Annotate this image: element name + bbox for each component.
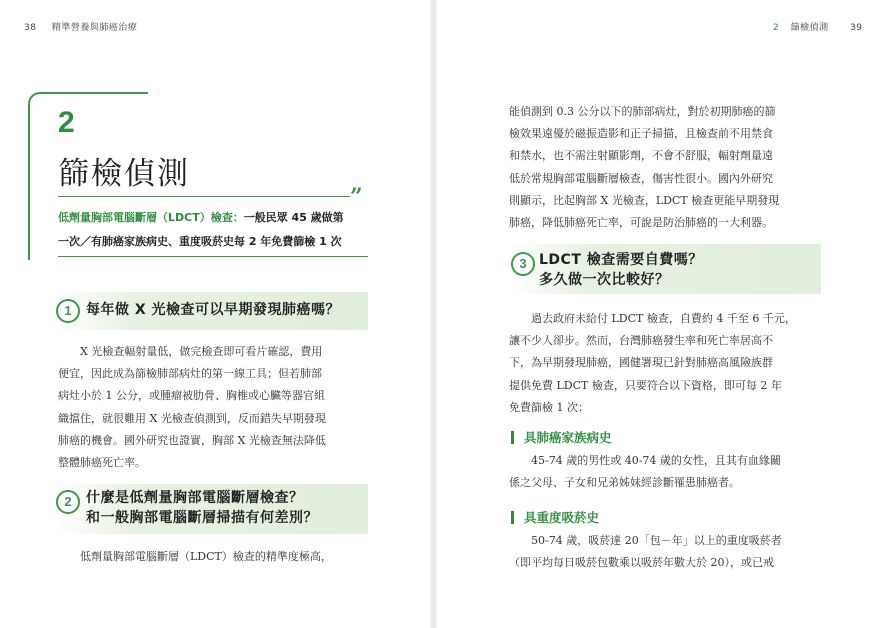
question-2-body <box>58 546 368 568</box>
intro-body <box>509 101 827 234</box>
chapter-label-number: 2 <box>773 23 780 33</box>
question-1-badge: 1 <box>56 299 80 323</box>
sub2-line: （即平均每日吸菸包數乘以吸菸年數大於 20），或已戒 <box>509 556 774 570</box>
sub1-body <box>509 450 827 494</box>
page-number-right: 39 <box>850 23 863 33</box>
right-header <box>773 20 862 33</box>
intro-line: 則顯示，比起胸部 X 光檢查，LDCT 檢查更能早期發現 <box>509 193 780 207</box>
sub2-line: 50-74 歲，吸菸達 20「包－年」以上的重度吸菸者 <box>531 534 782 547</box>
q3-line: 過去政府未給付 LDCT 檢查，自費約 4 千至 6 千元， <box>531 312 796 325</box>
intro-line: 檢效果遠優於磁振造影和正子掃描，且檢查前不用禁食 <box>509 127 773 141</box>
q1-line: 肺癌的機會。國外研究也證實，胸部 X 光檢查無法降低 <box>58 433 326 447</box>
chapter-title: 篩檢偵測 <box>58 156 190 192</box>
chapter-summary <box>58 206 368 254</box>
chapter-label: 篩檢偵測 <box>790 23 829 33</box>
summary-highlight: 低劑量胸部電腦斷層（LDCT）檢查： <box>58 211 244 224</box>
question-2-title-line2: 和一般胸部電腦斷層掃描有何差別？ <box>86 510 318 526</box>
question-1-title: 每年做 X 光檢查可以早期發現肺癌嗎？ <box>86 302 341 318</box>
subheading-family-history-text: 具肺癌家族病史 <box>524 430 612 445</box>
right-page <box>437 0 877 628</box>
subheading-smoking-history-text: 具重度吸菸史 <box>524 510 600 525</box>
question-1-body <box>58 341 368 474</box>
question-3-title-line1: LDCT 檢查需要自費嗎？ <box>539 252 703 268</box>
question-3-title-line2: 多久做一次比較好？ <box>539 272 670 288</box>
sub1-line: 係之父母、子女和兄弟姊妹經診斷罹患肺癌者。 <box>509 476 740 490</box>
intro-line: 低於常規胸部電腦斷層檢查，傷害性很小。國內外研究 <box>509 171 773 185</box>
subheading-bar <box>511 511 514 524</box>
left-page <box>0 0 430 628</box>
question-3-title <box>539 250 703 290</box>
chapter-frame-line <box>28 132 30 260</box>
question-3-badge: 3 <box>511 252 535 276</box>
question-3-body <box>509 308 827 419</box>
divider-top <box>58 196 350 197</box>
book-gutter <box>430 0 437 628</box>
q3-line: 免費篩檢 1 次： <box>509 400 589 414</box>
intro-line: 能偵測到 0.3 公分以下的肺部病灶，對於初期肺癌的篩 <box>509 105 776 118</box>
q1-line: X 光檢查輻射量低，做完檢查即可看片確認，費用 <box>80 345 323 358</box>
chapter-frame-corner <box>28 92 148 134</box>
question-2-title <box>86 488 318 528</box>
subheading-bar <box>511 431 514 444</box>
divider-bottom <box>58 256 368 257</box>
q1-line: 整體肺癌死亡率。 <box>58 456 146 470</box>
q3-line: 讓不少人卻步。然而，台灣肺癌發生率和死亡率居高不 <box>509 334 773 348</box>
q1-line: 便宜，因此成為篩檢肺部病灶的第一線工具；但若肺部 <box>58 367 322 381</box>
question-2-badge: 2 <box>56 490 80 514</box>
summary-line1: 一般民眾 45 歲做第 <box>243 211 344 224</box>
chapter-number: 2 <box>58 106 75 139</box>
intro-line: 肺癌，降低肺癌死亡率，可說是防治肺癌的一大利器。 <box>509 216 773 230</box>
q2-line: 低劑量胸部電腦斷層（LDCT）檢查的精準度極高， <box>80 550 332 563</box>
page-number-left: 38 <box>24 23 37 33</box>
subheading-smoking-history <box>511 508 599 526</box>
q3-line: 下，為早期發現肺癌，國健署現已針對肺癌高風險族群 <box>509 356 773 370</box>
sub2-body <box>509 530 827 574</box>
quote-mark-icon: ” <box>350 184 363 210</box>
left-header <box>24 20 137 33</box>
q1-line: 織擋住，就很難用 X 光檢查偵測到，反而錯失早期發現 <box>58 411 326 425</box>
sub1-line: 45-74 歲的男性或 40-74 歲的女性，且其有血緣關 <box>531 454 781 467</box>
q1-line: 病灶小於 1 公分，或腫瘤被肋骨、胸椎或心臟等器官組 <box>58 389 325 403</box>
q3-line: 提供免費 LDCT 檢查，只要符合以下資格，即可每 2 年 <box>509 378 782 392</box>
question-2-title-line1: 什麼是低劑量胸部電腦斷層檢查？ <box>86 490 304 506</box>
running-title: 精準營養與肺癌治療 <box>51 23 138 33</box>
subheading-family-history <box>511 428 612 446</box>
summary-line2: 一次／有肺癌家族病史、重度吸菸史每 2 年免費篩檢 1 次 <box>58 235 342 248</box>
intro-line: 和禁水，也不需注射顯影劑，不會不舒服，輻射劑量遠 <box>509 149 773 163</box>
